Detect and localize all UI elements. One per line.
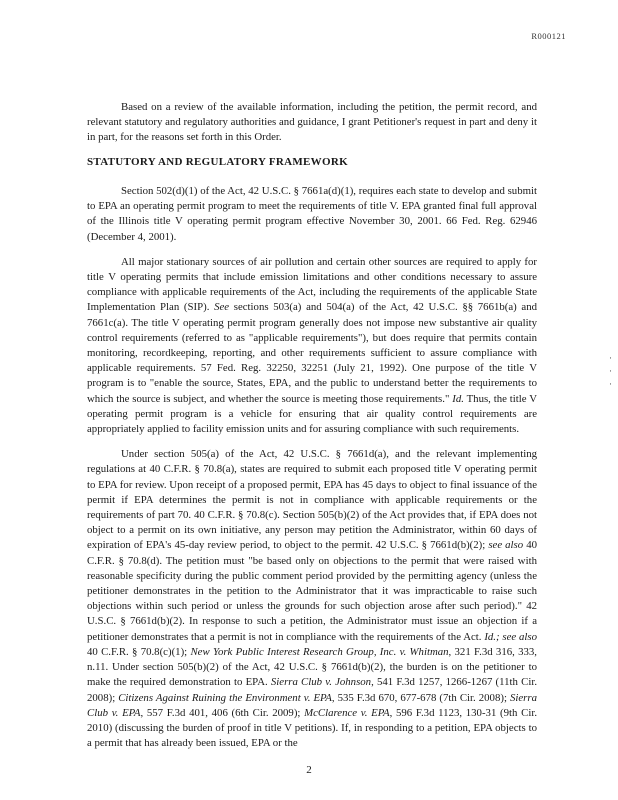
text-run: Under section 505(a) of the Act, 42 U.S.C. § 7661d(a), and the relevant implementing regulations at 40 C.F.R. § 70.8(a), states are required to submit each proposed title V operating permit to EPA for review. Upon receipt of a proposed permit, EPA has 45 days to object to final issuance of the permit if EPA determines the permit is not in compliance with applicable requirements or the requirements of part 70. 40 C.F.R. § 70.8(c). Section 505(b)(2) of the Act provides that, if EPA does not object to a permit on its own initiative, any person may petition the Administrator, within 60 days of expiration of EPA's 45-day review period, to object to the permit. 42 U.S.C. § 7661d(b)(2); (87, 448, 537, 552)
text-run: , 541 F.3d 1257, 1266-1267 (11th Cir. 2008); (87, 676, 538, 704)
citation-signal: See (214, 301, 230, 314)
case-citation: Sierra Club v. Johnson (270, 676, 372, 689)
margin-mark: · (609, 353, 612, 363)
paragraph-title-v-sources (87, 255, 537, 437)
citation-signal: Id. (484, 630, 497, 643)
intro-block (87, 100, 537, 156)
case-citation: Sierra Club v. EPA (87, 691, 537, 719)
text-run: , 557 F.3d 401, 406 (6th Cir. 2009); (140, 706, 301, 719)
paragraph-petition-process (87, 447, 537, 751)
section-heading: STATUTORY AND REGULATORY FRAMEWORK (87, 156, 348, 168)
text-run: 40 C.F.R. § 70.8(c)(1); (87, 645, 188, 658)
text-run: 40 C.F.R. § 70.8(d). The petition must "be based only on objections to the permit that were raised with reasonable specificity during the public comment period provided by the permitting agency (unless the petitioner demonstrates in the petition to the Administrator that it was impracticable to raise such objections within such period or unless the grounds for such objection arose after such period)." 42 U.S.C. § 7661d(b)(2). In response to such a petition, the Administrator must issue an objection if a petitioner demonstrates that a permit is not in compliance with the requirements of the Act. (87, 539, 537, 643)
citation-signal: ; see also (496, 630, 537, 643)
text-run: sections 503(a) and 504(a) of the Act, 42 U.S.C. §§ 7661b(a) and 7661c(a). The title V operating permit program generally does not impose new substantive air quality control requirements (referred to as "applicable requirements"), but does require that permits contain monitoring, recordkeeping, reporting, and other requirements sufficient to assure compliance with applicable requirements. 57 Fed. Reg. 32250, 32251 (July 21, 1992). One purpose of the title V program is to "enable the source, States, EPA, and the public to understand better the requirements to which the source is subject, and whether the source is meeting those requirements." (87, 301, 538, 405)
intro-paragraph: Based on a review of the available information, including the petition, the permit record, and relevant statutory and regulatory authorities and guidance, I grant Petitioner's request in part and deny it in part, for the reasons set forth in this Order. (87, 101, 537, 144)
text-run: Thus, the title V operating permit program is a vehicle for ensuring that air quality control requirements are appropriately applied to facility emission units and for assuring compliance with such requirements. (87, 392, 537, 436)
text-run: , 596 F.3d 1123, 130-31 (9th Cir. 2010) (discussing the burden of proof in title V petitions). If, in responding to a petition, EPA objects to a permit that has already been issued, EPA or the (87, 706, 538, 750)
body-block (87, 184, 537, 761)
document-id: R000121 (531, 31, 566, 41)
case-citation: McClarence v. EPA (304, 706, 390, 719)
margin-mark: · (609, 366, 612, 376)
case-citation: New York Public Interest Research Group, Inc. v. Whitman (190, 645, 449, 658)
citation-signal: Id. (452, 392, 464, 405)
case-citation: Citizens Against Ruining the Environment v. EPA (118, 691, 332, 704)
text-run: , 321 F.3d 316, 333, n.11. Under section 505(b)(2) of the Act, 42 U.S.C. § 7661d(b)(2), the burden is on the petitioner to make the required demonstration to EPA. (87, 645, 538, 689)
page-number: 2 (306, 764, 312, 776)
paragraph-program-approval: Section 502(d)(1) of the Act, 42 U.S.C. § 7661a(d)(1), requires each state to develop and submit to EPA an operating permit program to meet the requirements of title V. EPA granted final full approval of the Illinois title V operating permit program effective November 30, 2001. 66 Fed. Reg. 62946 (December 4, 2001). (87, 185, 537, 243)
margin-mark: · (609, 379, 612, 389)
text-run: , 535 F.3d 670, 677-678 (7th Cir. 2008); (331, 691, 507, 704)
text-run: All major stationary sources of air pollution and certain other sources are required to apply for title V operating permits that include emission limitations and other conditions necessary to assure compliance with applicable requirements of the Act, including the requirements of the applicable State Implementation Plan (SIP). (87, 255, 537, 314)
citation-signal: see also (488, 539, 524, 552)
